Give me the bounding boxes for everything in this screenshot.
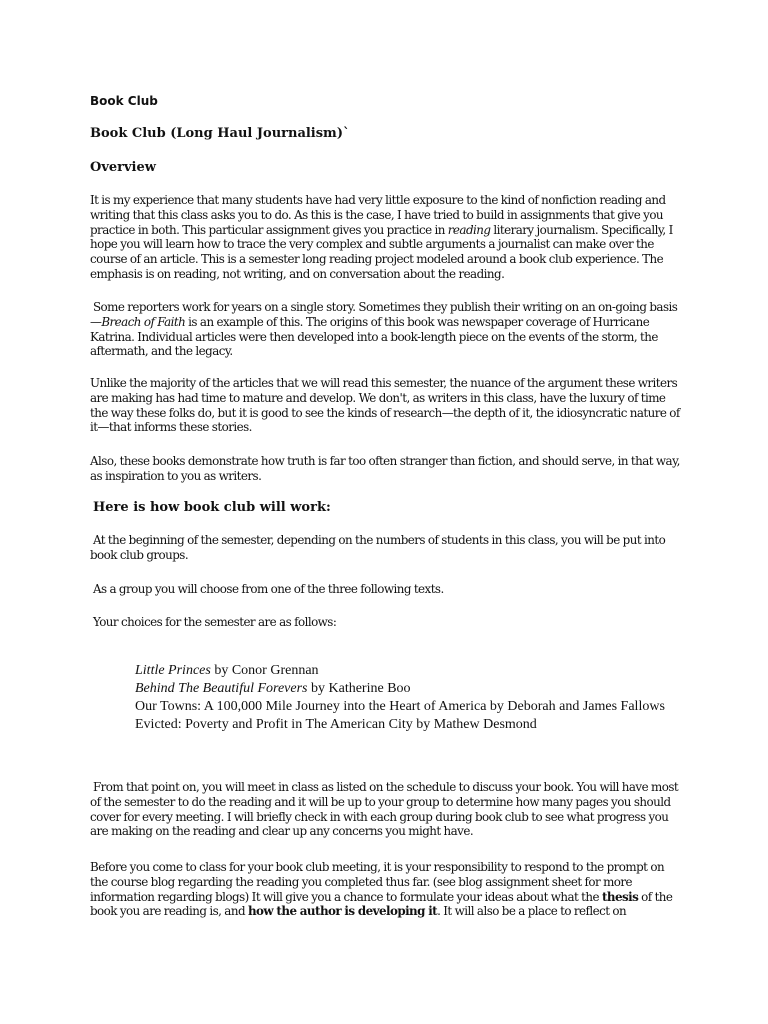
paragraph-choices-text: Your choices for the semester are as follows: [92,615,337,629]
paragraph-groups-text: At the beginning of the semester, depending on the numbers of students in this class, you will be put into book club groups. [90,533,666,562]
paragraph-choose-text: As a group you will choose from one of the three following texts. [92,582,444,596]
document-subtitle: Book Club (Long Haul Journalism)` [90,126,350,141]
paragraph-intro [90,193,682,282]
paragraph-intro-part-2: literary journalism. Specifically, I hope you will learn how to trace the very complex and subtle arguments a journalist can make over the course of an article. This is a semester long reading project modeled around a book club experience. The emphasis is on reading, not writing, and on conversation about the reading. [90,222,673,281]
book-item-title: Little Princes [135,663,211,678]
book-item: Evicted: Poverty and Profit in The American City by Mathew Desmond [135,717,537,732]
paragraph-reporters-emphasis: Breach of Faith [101,314,186,329]
paragraph-intro-emphasis: reading [447,222,491,237]
overview-heading: Overview [90,160,156,175]
book-list [135,662,695,734]
book-item: Our Towns: A 100,000 Mile Journey into the Heart of America by Deborah and James Fallows [135,699,665,714]
book-item-author: by Katherine Boo [307,681,411,696]
paragraph-blog [90,860,682,919]
paragraph-groups [90,533,682,563]
paragraph-nuance: Unlike the majority of the articles that we will read this semester, the nuance of the argument these writers are making has had time to mature and develop. We don't, as writers in this class, have the luxury of time the way these folks do, but it is good to see the kinds of research—the depth of it, the idiosyncratic nature of it—that informs these stories. [90,376,680,435]
paragraph-reporters [90,300,682,359]
how-it-works-heading: Here is how book club will work: [93,500,331,515]
paragraph-blog-part-3: . It will also be a place to reflect on [437,904,627,919]
paragraph-blog-part-2: of the book you are reading is, and [90,889,673,919]
book-item [135,662,695,680]
paragraph-meetings-text: From that point on, you will meet in class as listed on the schedule to discuss your book. You will have most of the semester to do the reading and it will be up to your group to determine how many pages you should cover for every meeting. I will briefly check in with each group during book club to see what progress you are making on the reading and clear up any concerns you might have. [90,780,679,839]
book-item-title: Behind The Beautiful Forevers [135,681,308,696]
paragraph-intro-part-1: It is my experience that many students have had very little exposure to the kind of nonfiction reading and writing that this class asks you to do. As this is the case, I have tried to build in assignments that give you practice in both. This particular assignment gives you practice in [90,193,666,237]
paragraph-choose [90,582,682,597]
paragraph-blog-thesis: thesis [601,889,639,904]
paragraph-blog-developing: how the author is developing it [247,904,438,919]
document-title: Book Club [90,94,158,108]
paragraph-truth: Also, these books demonstrate how truth is far too often stranger than fiction, and should serve, in that way, as inspiration to you as writers. [90,454,680,483]
paragraph-reporters-part-2: is an example of this. The origins of this book was newspaper coverage of Hurricane Katrina. Individual articles were then developed into a book-length piece on the events of the storm, the aftermath, and the legacy. [90,314,658,359]
paragraph-reporters-part-1: Some reporters work for years on a single story. Sometimes they publish their writing on an on-going basis— [90,300,678,329]
paragraph-choices [90,615,682,630]
book-item-author: by Conor Grennan [210,663,319,678]
paragraph-blog-part-1: Before you come to class for your book club meeting, it is your responsibility to respond to the prompt on the course blog regarding the reading you completed thus far. (see blog assignment sheet for more information regarding blogs) It will give you a chance to formulate your ideas about what the [90,860,665,904]
book-item [135,680,695,698]
paragraph-meetings [90,780,682,839]
